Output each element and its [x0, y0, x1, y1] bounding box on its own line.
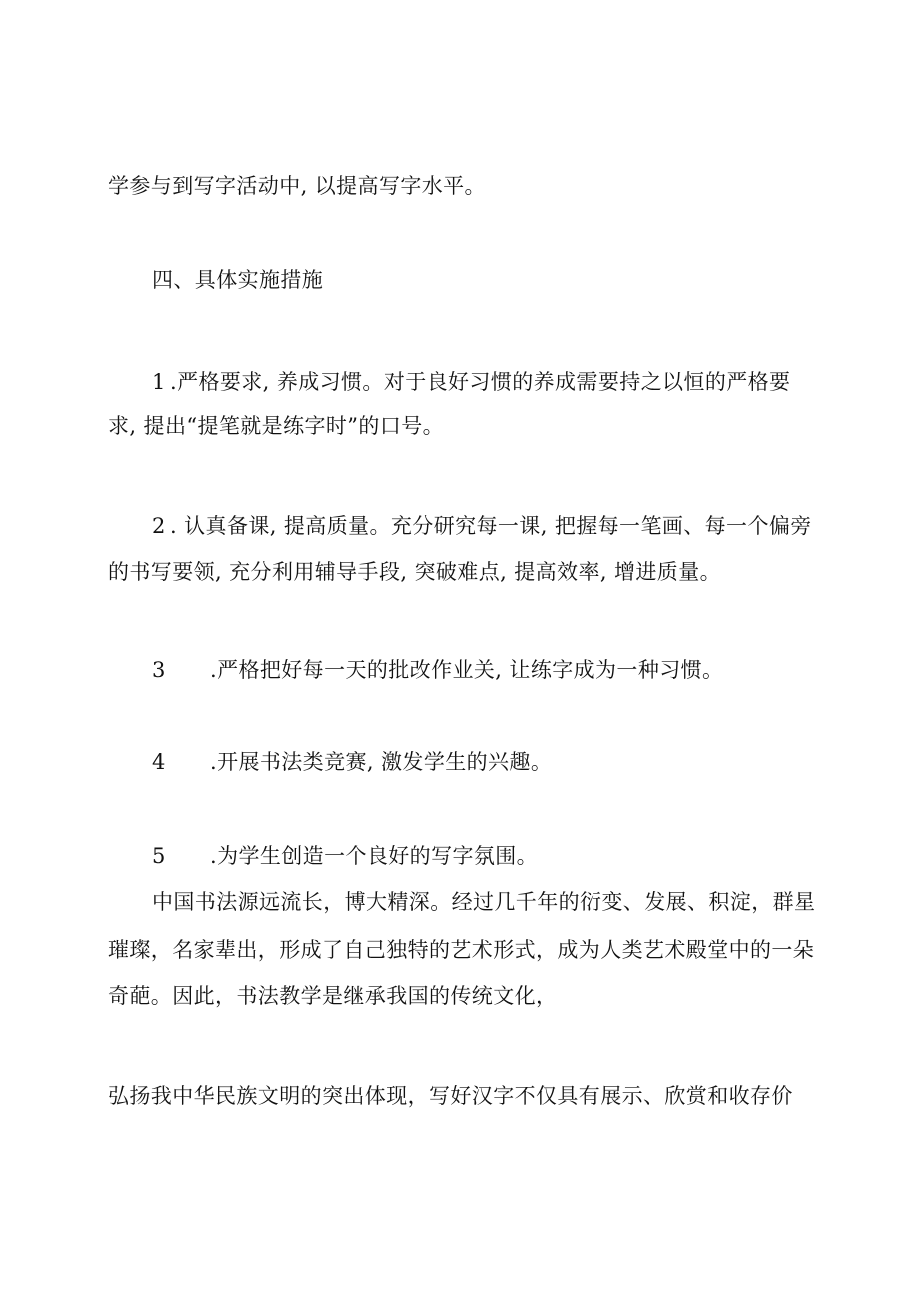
closing-paragraph-line-3: 奇葩。因此，书法教学是继承我国的传统文化，	[108, 984, 558, 1008]
measure-5-line-1	[152, 842, 538, 870]
measure-number: 3	[152, 658, 166, 682]
measure-2-line-1	[152, 512, 812, 540]
closing-paragraph-line-1: 中国书法源远流长，博大精深。经过几千年的衍变、发展、积淀，群星	[152, 890, 816, 914]
final-line: 弘扬我中华民族文明的突出体现，写好汉字不仅具有展示、欣赏和收存价	[108, 1084, 793, 1108]
measure-2-line-2: 的书写要领, 充分利用辅导手段, 突破难点, 提高效率, 增进质量。	[108, 560, 721, 584]
measure-text: . 认真备课, 提高质量。充分研究每一课, 把握每一笔画、每一个偏旁	[170, 514, 812, 538]
closing-paragraph-line-2: 璀璨，名家辈出，形成了自己独特的艺术形式，成为人类艺术殿堂中的一朵	[108, 938, 815, 962]
measure-4-line-1	[152, 748, 552, 776]
measure-text: .开展书法类竞赛, 激发学生的兴趣。	[210, 750, 553, 774]
measure-text: .严格要求, 养成习惯。对于良好习惯的养成需要持之以恒的严格要	[170, 370, 791, 394]
measure-1-line-1	[152, 368, 790, 396]
measure-number: 1	[152, 370, 166, 394]
measure-text: .为学生创造一个良好的写字氛围。	[210, 844, 539, 868]
measure-number: 4	[152, 750, 166, 774]
measure-text: .严格把好每一天的批改作业关, 让练字成为一种习惯。	[210, 658, 724, 682]
measure-number: 5	[152, 844, 166, 868]
intro-line: 学参与到写字活动中, 以提高写字水平。	[108, 174, 486, 198]
measure-number: 2	[152, 514, 166, 538]
section-heading: 四、具体实施措施	[152, 268, 324, 292]
measure-1-line-2: 求, 提出“提笔就是练字时”的口号。	[108, 414, 445, 438]
measure-3-line-1	[152, 656, 723, 684]
